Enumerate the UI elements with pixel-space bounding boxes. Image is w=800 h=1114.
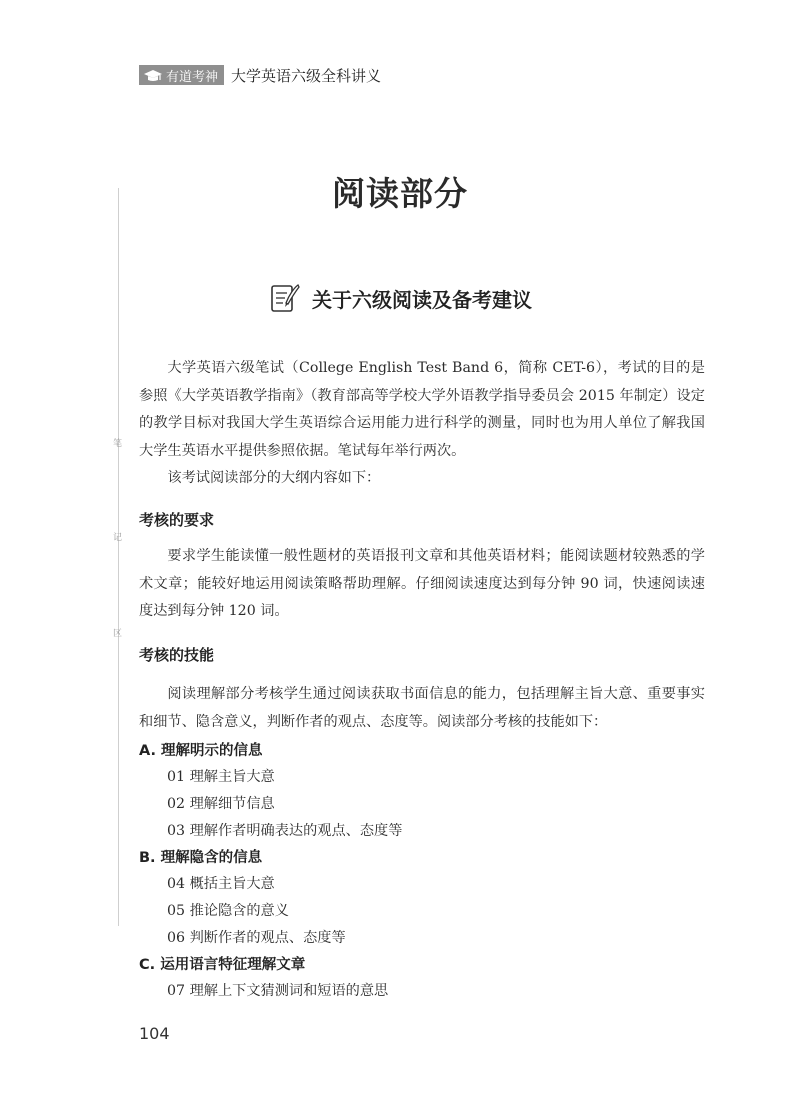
skill-category-title: B. 理解隐含的信息: [139, 850, 263, 866]
skill-category-title: C. 运用语言特征理解文章: [139, 957, 306, 973]
requirements-paragraph: 要求学生能读懂一般性题材的英语报刊文章和其他英语材料；能阅读题材较熟悉的学术文章；能较好地运用阅读策略帮助理解。仔细阅读速度达到每分钟 90 词，快速阅读速度达到每分钟 120 词。: [139, 548, 705, 619]
brand-label: 有道考神: [166, 69, 219, 85]
outline-intro-line: 该考试阅读部分的大纲内容如下：: [167, 470, 381, 486]
skill-item: 03 理解作者明确表达的观点、态度等: [167, 823, 403, 839]
requirements-heading: 考核的要求: [139, 511, 215, 529]
skill-category-title: A. 理解明示的信息: [139, 743, 263, 759]
skill-item: 07 理解上下文猜测词和短语的意思: [167, 983, 389, 999]
margin-note-char: 记: [113, 533, 123, 543]
intro-paragraph: 大学英语六级笔试（College English Test Band 6，简称 CET-6），考试的目的是参照《大学英语教学指南》（教育部高等学校大学外语教学指导委员会 2015 年制定）设定的教学目标对我国大学生英语综合运用能力进行科学的测量，同时也为用人单位了解我国大学生英语水平提供参照依据。笔试每年举行两次。: [139, 360, 705, 459]
section-heading: [0, 282, 800, 314]
page-number: 104: [139, 1024, 170, 1043]
section-title: 关于六级阅读及备考建议: [312, 287, 532, 312]
skill-item: 01 理解主旨大意: [167, 769, 275, 785]
book-title: 大学英语六级全科讲义: [231, 66, 382, 85]
page-title: 阅读部分: [332, 174, 468, 213]
skill-item: 04 概括主旨大意: [167, 876, 275, 892]
notepad-pen-icon: [268, 282, 302, 314]
skill-item: 06 判断作者的观点、态度等: [167, 930, 346, 946]
margin-note-char: 笔: [113, 439, 123, 449]
graduation-cap-icon: [143, 68, 163, 82]
skills-heading: 考核的技能: [139, 646, 215, 664]
margin-note-char: 区: [113, 629, 123, 639]
skill-item: 05 推论隐含的意义: [167, 903, 289, 919]
brand-badge: [139, 65, 224, 85]
running-header: [139, 64, 381, 86]
skills-paragraph: 阅读理解部分考核学生通过阅读获取书面信息的能力，包括理解主旨大意、重要事实和细节、隐含意义，判断作者的观点、态度等。阅读部分考核的技能如下：: [139, 686, 705, 730]
skill-item: 02 理解细节信息: [167, 796, 275, 812]
